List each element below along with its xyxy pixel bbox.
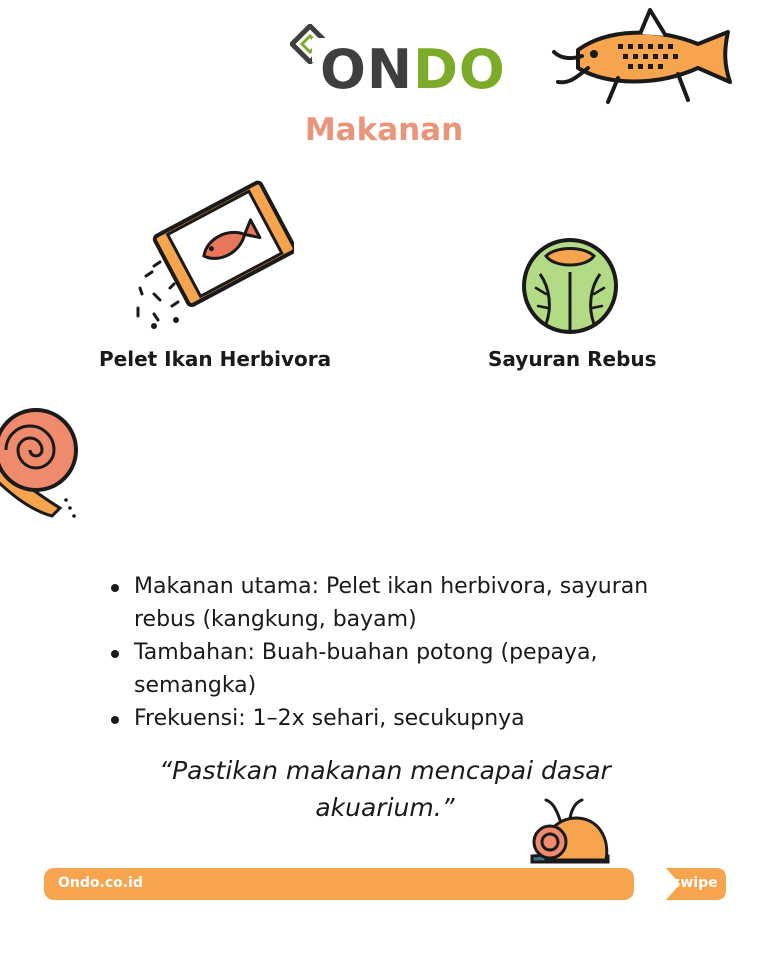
ondo-logo	[290, 24, 506, 104]
logo-wordmark	[320, 40, 506, 100]
list-item: Tambahan: Buah-buahan potong (pepaya, semangka)	[108, 636, 708, 702]
footer-url-link[interactable]: Ondo.co.id	[58, 875, 143, 891]
list-item: Frekuensi: 1–2x sehari, secukupnya	[108, 702, 708, 735]
food-label-sayuran: Sayuran Rebus	[488, 347, 657, 371]
logo-text-on: ON	[320, 38, 414, 101]
cabbage-icon	[516, 234, 624, 336]
snail-icon	[0, 404, 84, 524]
page-title: Makanan	[304, 112, 464, 148]
list-item: Makanan utama: Pelet ikan herbivora, sayuran rebus (kangkung, bayam)	[108, 570, 708, 636]
catfish-icon	[548, 6, 738, 114]
snail-small-icon	[526, 796, 614, 870]
logo-text-do: DO	[413, 38, 506, 101]
swipe-button[interactable]: swipe	[672, 875, 718, 891]
food-label-pellet: Pelet Ikan Herbivora	[99, 347, 332, 371]
food-info-list	[108, 570, 708, 735]
fish-food-pack-icon	[124, 178, 294, 338]
quote-text: “Pastikan makanan mencapai dasar akuarium.”	[159, 756, 611, 822]
footer-bar	[44, 868, 726, 900]
